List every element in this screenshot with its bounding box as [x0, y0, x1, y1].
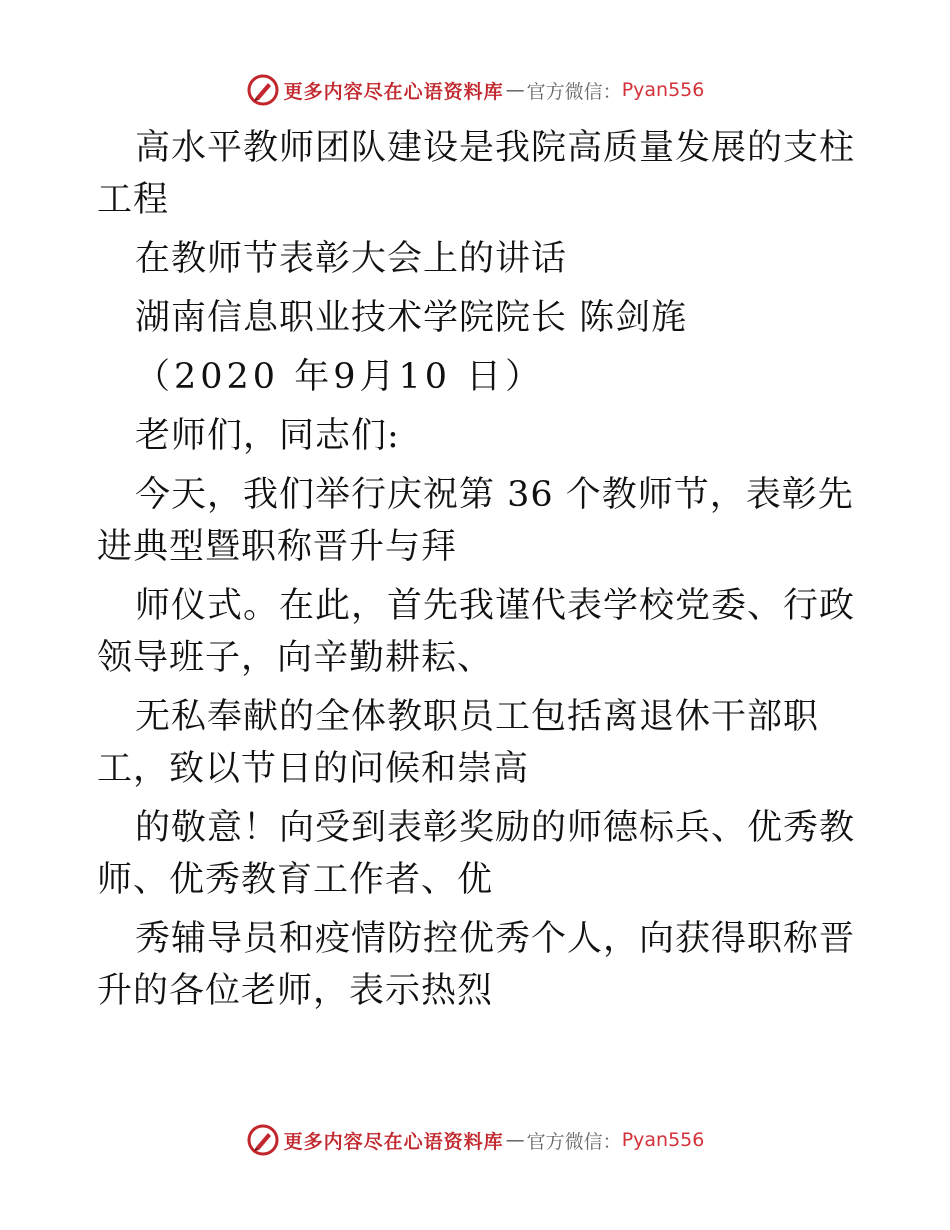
watermark-wechat-id: Pyan556	[621, 79, 705, 101]
doc-paragraph: 师仪式。在此，首先我谨代表学校党委、行政领导班子，向辛勤耕耘、	[97, 586, 856, 678]
doc-paragraph: 今天，我们举行庆祝第 36 个教师节，表彰先进典型暨职称晋升与拜	[97, 475, 854, 567]
watermark-dash: —	[505, 79, 525, 101]
watermark-wechat-id: Pyan556	[621, 1129, 705, 1151]
doc-paragraph: 无私奉献的全体教职员工包括离退休干部职工，致以节日的问候和崇高	[97, 697, 820, 789]
pen-logo-icon	[246, 73, 280, 107]
watermark-wechat-label: 官方微信：	[526, 80, 622, 103]
doc-subtitle: 在教师节表彰大会上的讲话	[135, 239, 568, 279]
doc-paragraph: 的敬意！向受到表彰奖励的师德标兵、优秀教师、优秀教育工作者、优	[97, 808, 856, 900]
watermark-dash: —	[505, 1129, 525, 1151]
header-watermark	[0, 70, 950, 110]
doc-date: （2020 年9月10 日）	[135, 357, 545, 397]
doc-paragraph: 秀辅导员和疫情防控优秀个人，向获得职称晋升的各位老师，表示热烈	[97, 919, 856, 1011]
doc-title: 高水平教师团队建设是我院高质量发展的支柱工程	[97, 128, 856, 220]
doc-salutation: 老师们，同志们:	[135, 416, 400, 456]
doc-author: 湖南信息职业技术学院院长 陈剑旄	[135, 298, 688, 338]
watermark-wechat-label: 官方微信：	[526, 1130, 622, 1153]
footer-watermark	[0, 1120, 950, 1160]
watermark-main-text: 更多内容尽在心语资料库	[283, 80, 504, 103]
watermark-main-text: 更多内容尽在心语资料库	[283, 1130, 504, 1153]
document-body	[97, 122, 867, 1024]
pen-logo-icon	[246, 1123, 280, 1157]
